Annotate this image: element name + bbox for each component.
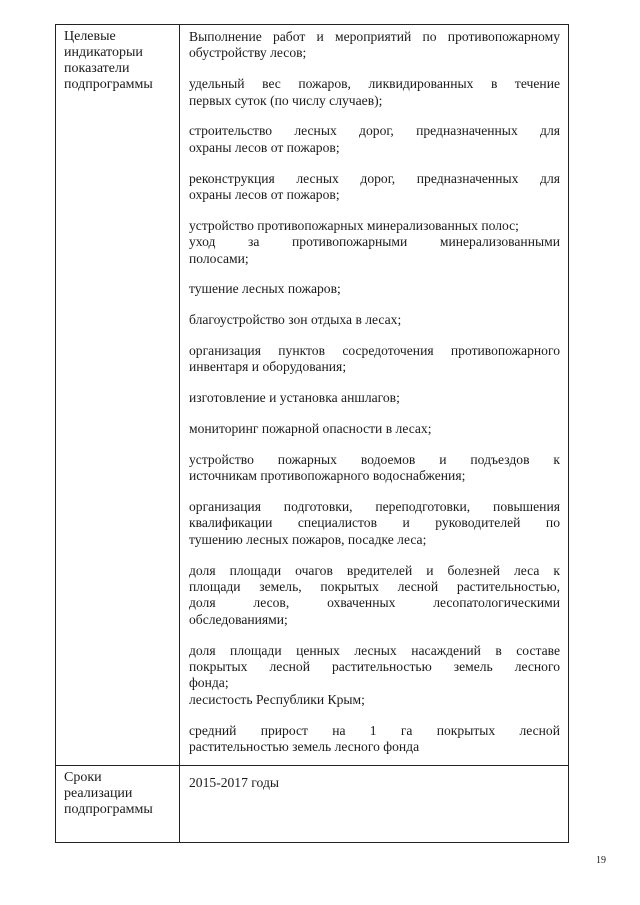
indicator-line: доля площади очагов вредителей и болезней леса к [189, 562, 560, 578]
indicator-paragraph [189, 29, 560, 62]
content-cell-period [180, 766, 569, 843]
indicator-line: удельный вес пожаров, ликвидированных в течение [189, 76, 560, 92]
indicator-line: организация пунктов сосредоточения противопожарного [189, 343, 560, 359]
label-cell-indicators [56, 25, 180, 766]
implementation-period: 2015-2017 годы [189, 775, 279, 791]
label-word: и [135, 45, 143, 60]
indicator-paragraph [189, 563, 560, 629]
indicator-paragraph [189, 281, 560, 297]
indicator-line: тушению лесных пожаров, посадке леса; [189, 531, 427, 547]
indicator-line: организация подготовки, переподготовки, повышения [189, 499, 560, 515]
label-line-justified [64, 45, 175, 61]
page-number: 19 [596, 855, 606, 866]
label-cell-period [56, 766, 180, 843]
indicator-line: доля лесов, охваченных лесопатологическими [189, 595, 560, 611]
indicator-line: растительностью земель лесного фонда [189, 739, 420, 755]
indicator-line: обследованиями; [189, 611, 288, 627]
indicator-paragraph [189, 723, 560, 756]
indicator-line: средний прирост на 1 га покрытых лесной [189, 722, 560, 738]
indicator-line: площади земель, покрытых лесной растительностью, [189, 579, 560, 595]
indicator-line: охраны лесов от пожаров; [189, 187, 340, 203]
indicator-paragraph [189, 171, 560, 204]
indicator-line: покрытых лесной растительностью земель лесного [189, 659, 560, 675]
indicator-list [180, 25, 568, 765]
indicator-paragraph [189, 312, 560, 328]
label-line: реализации [64, 786, 133, 802]
indicator-line: мониторинг пожарной опасности в лесах; [189, 421, 432, 437]
label-line: показатели [64, 61, 130, 76]
indicator-line: лесистость Республики Крым; [189, 691, 365, 707]
indicator-line: полосами; [189, 250, 249, 266]
indicator-paragraph [189, 218, 560, 267]
indicator-paragraph [189, 643, 560, 709]
indicator-line: охраны лесов от пожаров; [189, 139, 340, 155]
content-cell-indicators [180, 25, 569, 766]
indicator-line: фонда; [189, 675, 229, 691]
row-label [56, 766, 179, 818]
indicator-paragraph [189, 421, 560, 437]
label-line: Сроки [64, 770, 102, 786]
indicator-paragraph [189, 390, 560, 406]
indicator-paragraph [189, 123, 560, 156]
period-value-wrap [180, 766, 568, 801]
indicator-line: уход за противопожарными минерализованными [189, 234, 560, 250]
indicator-paragraph [189, 343, 560, 376]
indicator-paragraph [189, 452, 560, 485]
indicator-line: благоустройство зон отдыха в лесах; [189, 312, 402, 328]
indicator-line: обустройству лесов; [189, 45, 307, 61]
indicator-line: квалификации специалистов и руководителей по [189, 515, 560, 531]
indicator-line: тушение лесных пожаров; [189, 281, 341, 297]
indicator-line: первых суток (по числу случаев); [189, 92, 383, 108]
label-line: Целевые [64, 29, 116, 44]
indicator-line: инвентаря и оборудования; [189, 359, 347, 375]
indicator-line: устройство пожарных водоемов и подъездов к [189, 451, 560, 467]
indicator-line: изготовление и установка аншлагов; [189, 390, 400, 406]
indicator-line: источникам противопожарного водоснабжения; [189, 468, 466, 484]
indicator-line: Выполнение работ и мероприятий по противопожарному [189, 29, 560, 44]
row-label [56, 25, 179, 93]
indicator-line: строительство лесных дорог, предназначенных для [189, 123, 560, 139]
indicator-paragraph [189, 499, 560, 548]
table-row-indicators [56, 25, 569, 766]
program-passport-table [55, 24, 569, 843]
table-row-period [56, 766, 569, 843]
indicator-line: устройство противопожарных минерализованных полос; [189, 217, 519, 233]
label-line: подпрограммы [64, 77, 153, 92]
label-word: индикаторы [64, 45, 136, 60]
indicator-line: доля площади ценных лесных насаждений в составе [189, 642, 560, 658]
label-line: подпрограммы [64, 802, 153, 818]
indicator-paragraph [189, 76, 560, 109]
indicator-line: реконструкция лесных дорог, предназначенных для [189, 170, 560, 186]
